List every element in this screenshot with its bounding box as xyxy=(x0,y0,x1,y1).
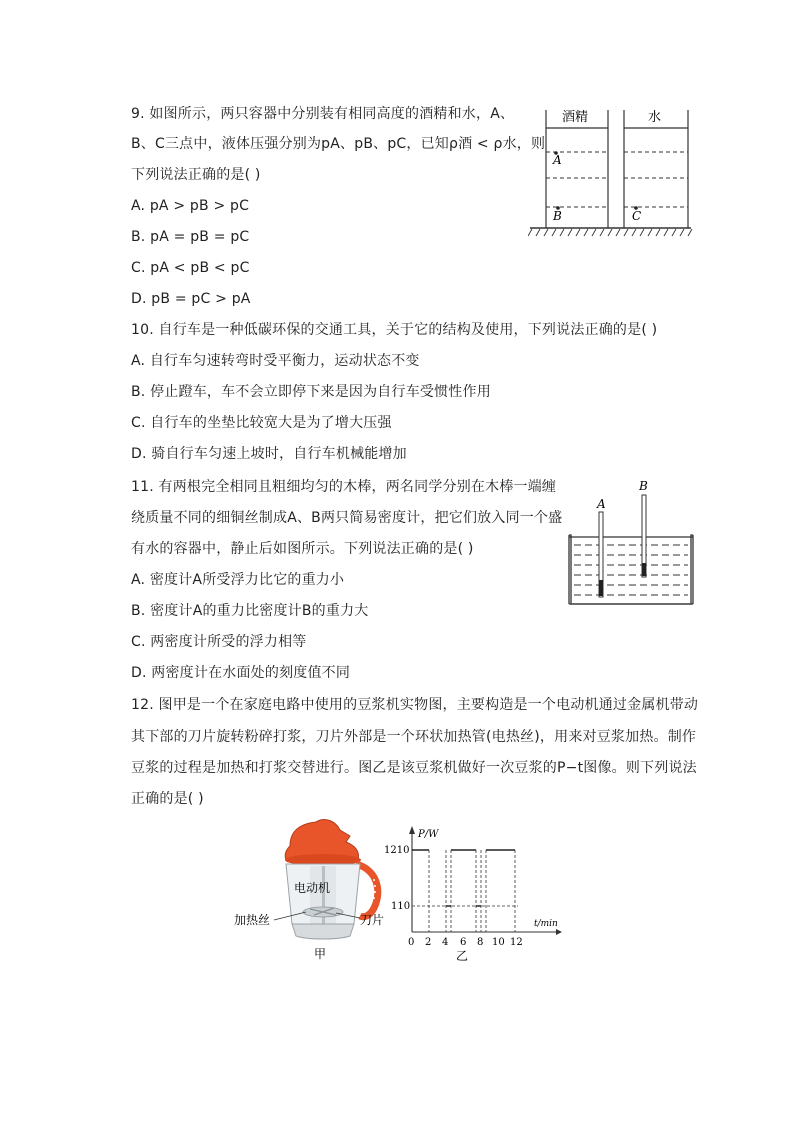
q12-soymilk-machine-figure xyxy=(228,812,398,962)
x-axis-label: t/min xyxy=(534,919,558,929)
q9-option-d: D. pB = pC > pA xyxy=(131,291,251,307)
q11-line-3: 有水的容器中，静止后如图所示。下列说法正确的是( ) xyxy=(131,541,474,557)
y-axis-label: P/W xyxy=(418,829,439,840)
q9-option-b: B. pA = pB = pC xyxy=(131,229,250,245)
q12-line-2: 其下部的刀片旋转粉碎打浆，刀片外部是一个环状加热管(电热丝)，用来对豆浆加热。制作 xyxy=(131,729,697,745)
blade-label: 刀片 xyxy=(360,913,385,927)
hydrometer-a-label: A xyxy=(597,497,606,511)
q12-line-1: 12. 图甲是一个在家庭电路中使用的豆浆机实物图，主要构造是一个电动机通过金属机带动 xyxy=(131,697,699,713)
q9-containers-figure xyxy=(528,100,693,240)
motor-label: 电动机 xyxy=(294,881,331,895)
q11-line-1: 11. 有两根完全相同且粗细均匀的木棒，两名同学分别在木棒一端缠 xyxy=(131,479,557,495)
x-tick-8: 8 xyxy=(477,937,484,948)
q10-option-a: A. 自行车匀速转弯时受平衡力，运动状态不变 xyxy=(131,353,420,369)
q11-option-d: D. 两密度计在水面处的刻度值不同 xyxy=(131,665,351,681)
x-tick-4: 4 xyxy=(442,937,449,948)
hydrometer-b-label: B xyxy=(639,479,648,493)
q11-hydrometer-figure xyxy=(565,477,700,612)
q10-option-b: B. 停止蹬车，车不会立即停下来是因为自行车受惯性作用 xyxy=(131,384,491,400)
y-tick-110: 110 xyxy=(391,901,411,912)
point-a-label: A xyxy=(553,153,562,167)
x-tick-0: 0 xyxy=(408,937,415,948)
x-tick-6: 6 xyxy=(460,937,467,948)
q11-option-b: B. 密度计A的重力比密度计B的重力大 xyxy=(131,603,369,619)
q12-power-time-chart xyxy=(380,822,565,962)
q9-line-3: 下列说法正确的是( ) xyxy=(131,167,261,183)
q10-option-d: D. 骑自行车匀速上坡时，自行车机械能增加 xyxy=(131,446,407,462)
figure-yi-caption: 乙 xyxy=(456,949,469,962)
q10-line-1: 10. 自行车是一种低碳环保的交通工具，关于它的结构及使用，下列说法正确的是( ) xyxy=(131,322,658,338)
figure-jia-caption: 甲 xyxy=(314,947,327,961)
q9-option-a: A. pA > pB > pC xyxy=(131,198,250,214)
alcohol-label: 酒精 xyxy=(562,110,589,125)
heater-label: 加热丝 xyxy=(234,913,271,927)
q11-option-c: C. 两密度计所受的浮力相等 xyxy=(131,634,307,650)
q10-option-c: C. 自行车的坐垫比较宽大是为了增大压强 xyxy=(131,415,392,431)
water-label: 水 xyxy=(648,110,662,125)
point-b-label: B xyxy=(553,209,562,223)
y-tick-1210: 1210 xyxy=(384,845,410,856)
q11-line-2: 绕质量不同的细铜丝制成A、B两只简易密度计，把它们放入同一个盛 xyxy=(131,510,563,526)
x-tick-2: 2 xyxy=(425,937,432,948)
x-tick-12: 12 xyxy=(510,937,523,948)
q11-option-a: A. 密度计A所受浮力比它的重力小 xyxy=(131,572,345,588)
x-tick-10: 10 xyxy=(492,937,505,948)
q9-line-2: B、C三点中，液体压强分别为pA、pB、pC，已知ρ酒 < ρ水，则 xyxy=(131,136,546,152)
q12-line-3: 豆浆的过程是加热和打浆交替进行。图乙是该豆浆机做好一次豆浆的P−t图像。则下列说法 xyxy=(131,760,697,776)
q12-line-4: 正确的是( ) xyxy=(131,791,204,807)
q9-line-1: 9. 如图所示，两只容器中分别装有相同高度的酒精和水，A、 xyxy=(131,106,515,122)
point-c-label: C xyxy=(632,209,642,223)
q9-option-c: C. pA < pB < pC xyxy=(131,260,250,276)
